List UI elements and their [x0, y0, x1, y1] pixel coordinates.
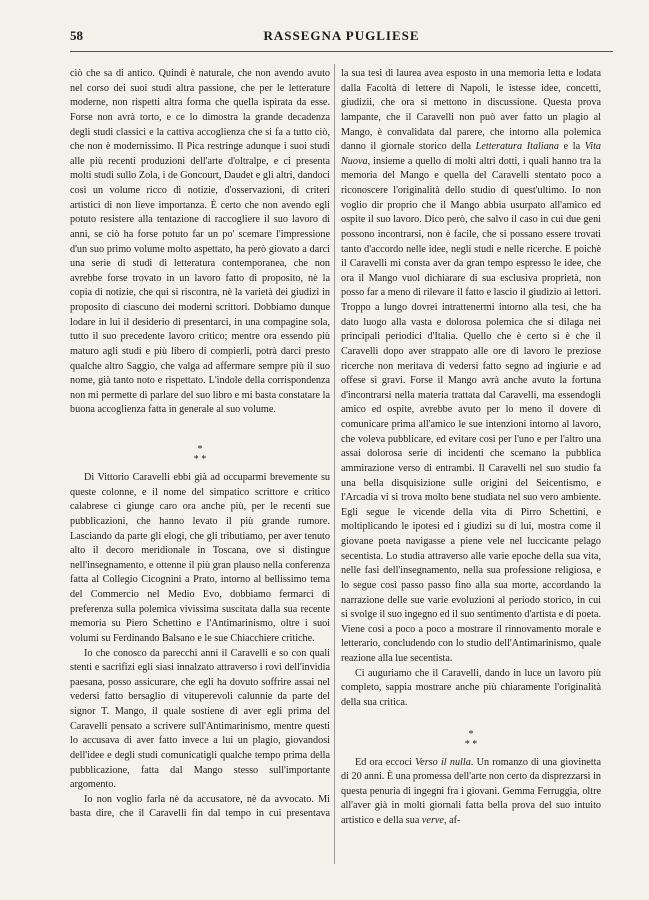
- right-paragraph-1: [341, 67, 601, 667]
- header-rule: [70, 51, 613, 52]
- right-paragraph-3-start: Ed ora eccoci: [355, 756, 412, 768]
- right-paragraph-1-text: la sua tesi di laurea avea esposto in una memoria letta e lodata dalla Facoltà di lettere di Napoli, le istesse idee, concetti, giudizii, che ora si mettono in discussione. Questa prova lampante, che il Caravelli non può aver fatto un plagio al Mango, è convalidata dal parere, che intorno alla polemica danno il giornale storico della: [341, 68, 601, 153]
- left-paragraph-3: Io che conosco da parecchi anni il Caravelli e so con quali stenti e sacrifizi egli siasi innalzato attraverso i rovi dell'invidia paesana, posso assicurare, che egli ha dovuto soffrire assai nel vedersi fatto bersaglio di vituperevoli calunnie da parte del signor T. Mango, il quale sostiene di aver egli prima del Caravelli pensato a scrivere sull'Antimarinismo, mentre questi lo accusava di aver fatto invece a lui un plagio, giovandosi dell'idee e degli studi comunicatigli qualche tempo prima della pubblicazione, fatta dal Mango stesso sull'importante argomento.: [70, 647, 330, 791]
- journal-title: RASSEGNA PUGLIESE: [263, 28, 420, 43]
- left-paragraph-2: Di Vittorio Caravelli ebbi già ad occuparmi brevemente su queste colonne, e il nome del simpatico scrittore e critico calabrese ci giunge caro ora anche più, per le recenti sue pubblicazioni, che hanno levato il più grande rumore. Lasciando da parte gli elogi, che gli tributiamo, per aver tenuto alto il decoro meridionale in Toscana, ove si distingue nell'insegnamento, e ottenne il più gran plauso nella conferenza fatta al Collegio Cicognini a Prato, intorno al bellissimo tema del Commercio nel Medio Evo, dobbiamo fermarci di preferenza sulla polemica vivissima suscitata dalla sua recente memoria su Piero Schettino e l'Antimarinismo, oltre i suoi volumi su Ferdinando Balsano e le sue Chiacchiere critiche.: [70, 472, 330, 644]
- left-column: [70, 67, 330, 822]
- journal-name-italic: Letteratura Italiana: [475, 141, 559, 153]
- verve-italic: verve: [421, 815, 444, 826]
- right-paragraph-3-cont: . Un romanzo di una giovinetta di 20 anni. È una promessa dell'arte non certo da disprezzarsi in questa penuria di ingegni fra i giovani. Gemma Ferruggia, oltre all'aver già in molti giornali fatta bella prova del suo intuito artistico e della sua: [341, 756, 602, 826]
- right-paragraph-2: Ci auguriamo che il Caravelli, dando in luce un lavoro più completo, sappia mostrare anche più chiaramente l'originalità della sua critica.: [341, 667, 601, 708]
- section-divider-stars-1: * * *: [193, 444, 207, 465]
- right-paragraph-3: [341, 756, 601, 829]
- page-number: 58: [70, 28, 83, 43]
- right-column: [341, 67, 601, 829]
- column-divider: [334, 64, 335, 864]
- left-paragraph-4: Io non voglio farla nè da accusatore, nè da avvocato. Mi basta dire, che il Caravelli fin dal tempo in cui presentava: [70, 793, 330, 820]
- connector-text: e la: [563, 141, 581, 153]
- section-divider-stars-2: * * *: [464, 728, 478, 750]
- right-paragraph-3-end: , af-: [443, 815, 461, 826]
- journal-name-italic-2: Vita Nuova: [341, 141, 602, 167]
- right-paragraph-1-cont: , insieme a quello di molti altri dotti, i quali hanno tra la memoria del Mango e quella del Caravelli stentato poco a riconoscere l'originalità dello studio di quest'ultimo. Io non voglio dir proprio che il Mango abbia usurpato all'amico ed ospite il suo lavoro. Dico però, che salvo il caso in cui due geni possono incontrarsi, non è facile, che si possano essere trovati tanto d'accordo nelle idee, negli studi e nelle ricerche. E poichè il Caravelli mi consta aver da gran tempo espresso le idee, che ora il Mango vuol dichiarare di sua esclusiva proprietà, non posso far a meno di rilevare il fatto e lascio il giudizio ai lettori. Troppo a lungo dovrei intrattenermi intorno alla tesi, che ha dato luogo alla vasta e dolorosa polemica che si dilaga nei principali periodici d'Italia. Quello che è certo si è che il Caravelli dopo aver strappato alle ore di lavoro le preziose ricerche non meritava di vedersi fatto segno ad ingiurie e ad offese sì gravi. Forse il Mango avrà anche avuto la fortuna d'incontrarsi nella materia trattata dal Caravelli, ma essendogli amico ed ospite, avrebbe avuto per lo meno il dovere di comunicare prima all'amico le sue intenzioni intorno al lavoro, che voleva pubblicare, ed evitare così per l'uno e per l'altro una assai dolorosa serie di incidenti che scemano la pubblica ammirazione verso di entrambi. Il Caravelli nel suo studio fa una bella disquisizione sulle origini del Seicentismo, e l'Arcadia vi si trova molto bene studiata nel suo vero ambiente. Egli segue le vicende della vita di Pirro Schettini, e moltiplicando le ipotesi ed i giudizi su di lui, mostra come il giovane poeta navigasse a piene vele nel luccicante pelago secentista. Lo studia attraverso alle varie epoche della sua vita, nelle fasi dell'insegnamento, nella sua professione religiosa, e lo segue così passo passo fino alla sua morte, accordando la narrazione delle sue varie evoluzioni al periodo storico, in cui si svolge il suo ingegno ed il suo sentimento d'artista e di poeta. Viene così a poco a poco a mostrare il rinnovamento morale e letterario, concludendo con lo studio dell'Antimarinismo, quale reazione alla lue secentista.: [341, 155, 601, 664]
- page-header: [70, 28, 613, 48]
- novel-title-italic: Verso il nulla: [415, 756, 471, 768]
- left-paragraph-1: ciò che sa di antico. Quindi è naturale, che non avendo avuto nel corso dei suoi studi altra passione, che per le letterature moderne, non rispetti altra forma che quella ispirata da esse. Forse non avrà torto, e ce lo dimostra la grande decadenza degli studi classici e la cattiva accoglienza che si fa a tutto ciò, che non è modernissimo. Il Pica restringe adunque i suoi studi alle più recenti produzioni dell'arte d'oltralpe, e ci presenta molti studi sullo Zola, i de Goncourt, Daudet e gli altri, dandoci così un volume ricco di notizie, d'osservazioni, di criteri artistici di non lieve importanza. È certo che non avendo egli potuto resistere alla tentazione di raccogliere il suo lavoro di anni, se ciò ha forse potuto far un po' scemare l'impressione d'un suo primo volume molto aspettato, ha però giovato a darci una serie di studi di letteratura contemporanea, che non avrebbe forse trovato in un lavoro fatto di proposito, nè la copia di notizie, che qui si riscontra, nè la varietà dei giudizi in proposito di ciascuno dei moderni scrittori. Dobbiamo dunque lodare in lui il desiderio di presentarci, in una compagine sola, tutto il suo precedente lavoro critico; mentre ora essendo più maturo agli studi e più libero di compierli, potrà darci presto qualche altro Saggio, che valga ad affermare sempre più il suo nome, già tanto noto e rispettato. L'indole della corrispondenza non mi permette di parlare del suo libro e mi basta constatare la buona accoglienza fatta in generale al suo volume.: [70, 68, 330, 416]
